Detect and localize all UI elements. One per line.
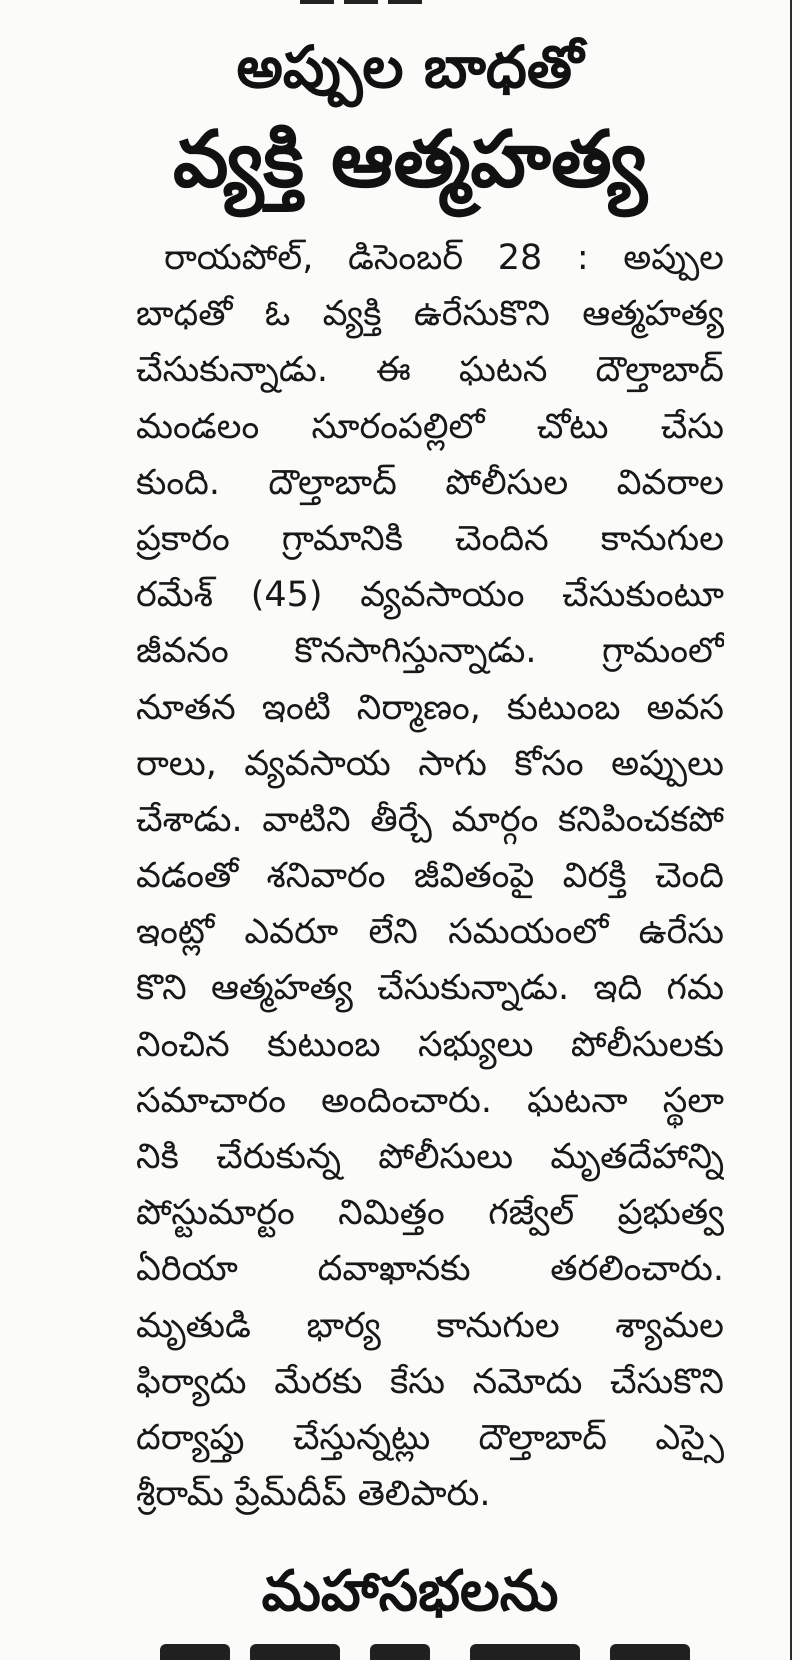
column-divider — [790, 0, 792, 1660]
cutoff-glyph — [250, 1644, 340, 1660]
article-line: రాయపోల్, డిసెంబర్ 28 : అప్పుల — [164, 238, 724, 278]
cutoff-glyph — [370, 1644, 430, 1660]
article-line: పోస్టుమార్టం నిమిత్తం గజ్వేల్ ప్రభుత్వ — [136, 1193, 724, 1234]
cutoff-glyph — [300, 0, 334, 4]
headline-line-1: అప్పుల బాధతో — [236, 33, 584, 101]
cutoff-glyph — [160, 1644, 230, 1660]
article-line: రాలు, వ్యవసాయ సాగు కోసం అప్పులు — [136, 743, 724, 784]
article-line: బాధతో ఓ వ్యక్తి ఉరేసుకొని ఆత్మహత్య — [136, 294, 724, 335]
cutoff-glyph — [388, 0, 422, 4]
article-line: వడంతో శనివారం జీవితంపై విరక్తి చెంది — [136, 856, 724, 897]
article-line: కుంది. దౌల్తాబాద్ పోలీసుల వివరాల — [136, 462, 724, 503]
article-line: సమాచారం అందించారు. ఘటనా స్థలా — [136, 1080, 724, 1121]
article-body — [136, 230, 724, 1522]
cutoff-glyph — [610, 1644, 690, 1660]
article-line: నూతన ఇంటి నిర్మాణం, కుటుంబ అవస — [136, 687, 724, 728]
article-line: దర్యాప్తు చేస్తున్నట్లు దౌల్తాబాద్ ఎస్సై — [136, 1417, 724, 1458]
article-line: జీవనం కొనసాగిస్తున్నాడు. గ్రామంలో — [136, 631, 724, 672]
article-line: ప్రకారం గ్రామానికి చెందిన కానుగుల — [136, 518, 724, 559]
article-line: మృతుడి భార్య కానుగుల శ్యామల — [136, 1305, 724, 1346]
article-line: శ్రీరామ్ ప్రేమ్‌దీప్ తెలిపారు. — [136, 1474, 491, 1515]
article-line: ఏరియా దవాఖానకు తరలించారు. — [136, 1249, 724, 1290]
article-line: రమేశ్ (45) వ్యవసాయం చేసుకుంటూ — [136, 575, 724, 616]
article-line: చేసుకున్నాడు. ఈ ఘటన దౌల్తాబాద్ — [136, 350, 724, 391]
article-line: ఫిర్యాదు మేరకు కేసు నమోదు చేసుకొని — [136, 1361, 724, 1402]
headline-line-2: వ్యక్తి ఆత్మహత్య — [172, 115, 648, 205]
next-story-cutoff — [140, 1638, 720, 1660]
article-line: చేశాడు. వాటిని తీర్చే మార్గం కనిపించకపో — [136, 799, 724, 840]
previous-story-cutoff — [300, 0, 480, 4]
cutoff-glyph — [344, 0, 378, 4]
article-line: ఇంట్లో ఎవరూ లేని సమయంలో ఉరేసు — [136, 912, 724, 953]
article-line: మండలం సూరంపల్లిలో చోటు చేసు — [136, 406, 724, 447]
next-story-heading: మహాసభలను — [261, 1559, 559, 1624]
article-line: నికి చేరుకున్న పోలీసులు మృతదేహాన్ని — [136, 1137, 724, 1177]
article-line: నించిన కుటుంబ సభ్యులు పోలీసులకు — [136, 1024, 724, 1065]
article-line: కొని ఆత్మహత్య చేసుకున్నాడు. ఇది గమ — [136, 968, 724, 1009]
cutoff-glyph — [470, 1644, 580, 1660]
